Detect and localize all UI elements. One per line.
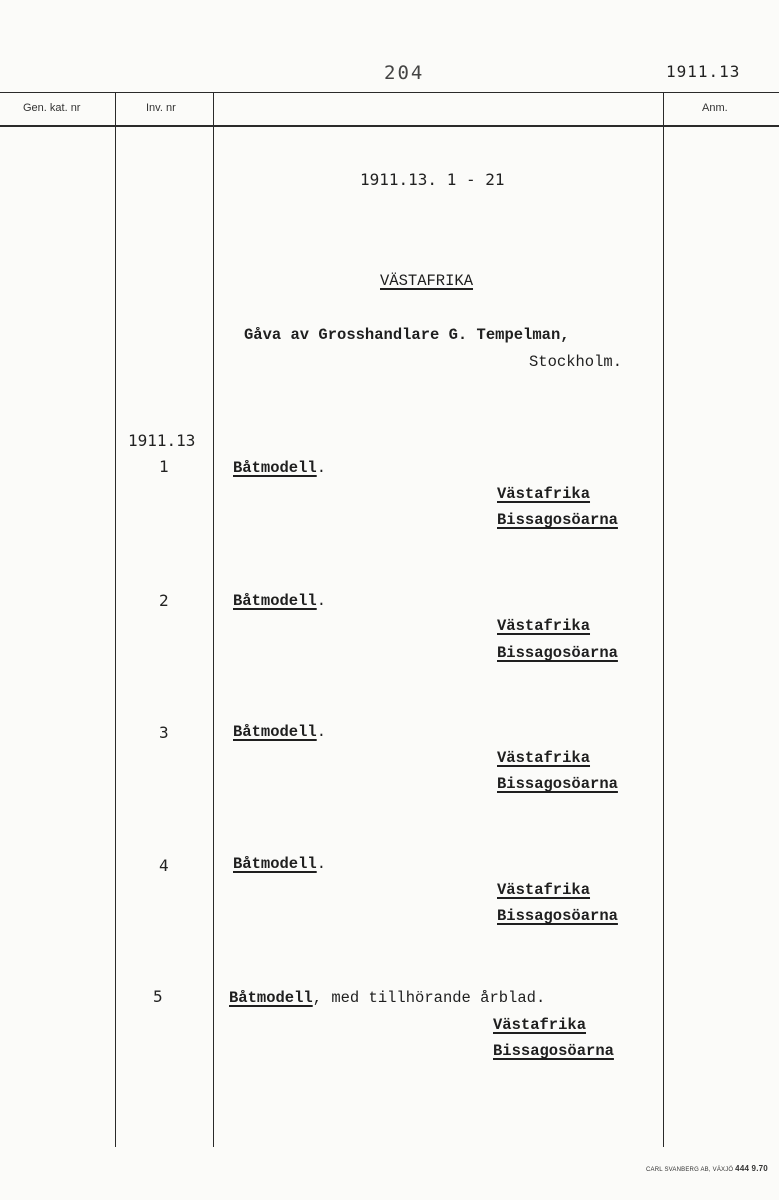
page-number: 204 <box>384 62 425 84</box>
locality: Bissagosöarna <box>497 775 618 793</box>
column-header-anm: Anm. <box>702 102 728 114</box>
accession-header: 1911.13 <box>666 62 741 81</box>
inv-number: 2 <box>159 591 169 610</box>
column-header-gen-kat: Gen. kat. nr <box>23 102 81 114</box>
place: Västafrika <box>497 749 591 767</box>
region-heading: VÄSTAFRIKA <box>380 272 474 290</box>
object-name: Båtmodell. <box>233 855 327 873</box>
series-label: 1911.13 <box>128 431 196 450</box>
range-title: 1911.13. 1 - 21 <box>360 170 505 189</box>
locality: Bissagosöarna <box>497 511 618 529</box>
printer-imprint: CARL SVANBERG AB, VÄXJÖ 444 9.70 <box>646 1164 768 1173</box>
inv-number: 5 <box>153 987 163 1006</box>
place: Västafrika <box>497 617 591 635</box>
inv-number: 4 <box>159 856 169 875</box>
place: Västafrika <box>497 881 591 899</box>
inv-number: 3 <box>159 723 169 742</box>
locality: Bissagosöarna <box>497 644 618 662</box>
object-name: Båtmodell. <box>233 459 327 477</box>
column-header-inv: Inv. nr <box>146 102 176 114</box>
column-rule-inv-left <box>115 92 116 1147</box>
donor-line-1: Gåva av Grosshandlare G. Tempelman, <box>244 326 570 344</box>
inv-number: 1 <box>159 457 169 476</box>
locality: Bissagosöarna <box>493 1042 614 1060</box>
place: Västafrika <box>497 485 591 503</box>
object-name: Båtmodell. <box>233 592 327 610</box>
donor-line-2: Stockholm. <box>529 353 623 371</box>
column-rule-inv-right <box>213 92 214 1147</box>
column-rule-anm-left <box>663 92 664 1147</box>
object-name: Båtmodell. <box>233 723 327 741</box>
object-name: Båtmodell, med tillhörande årblad. <box>229 989 546 1007</box>
locality: Bissagosöarna <box>497 907 618 925</box>
place: Västafrika <box>493 1016 587 1034</box>
